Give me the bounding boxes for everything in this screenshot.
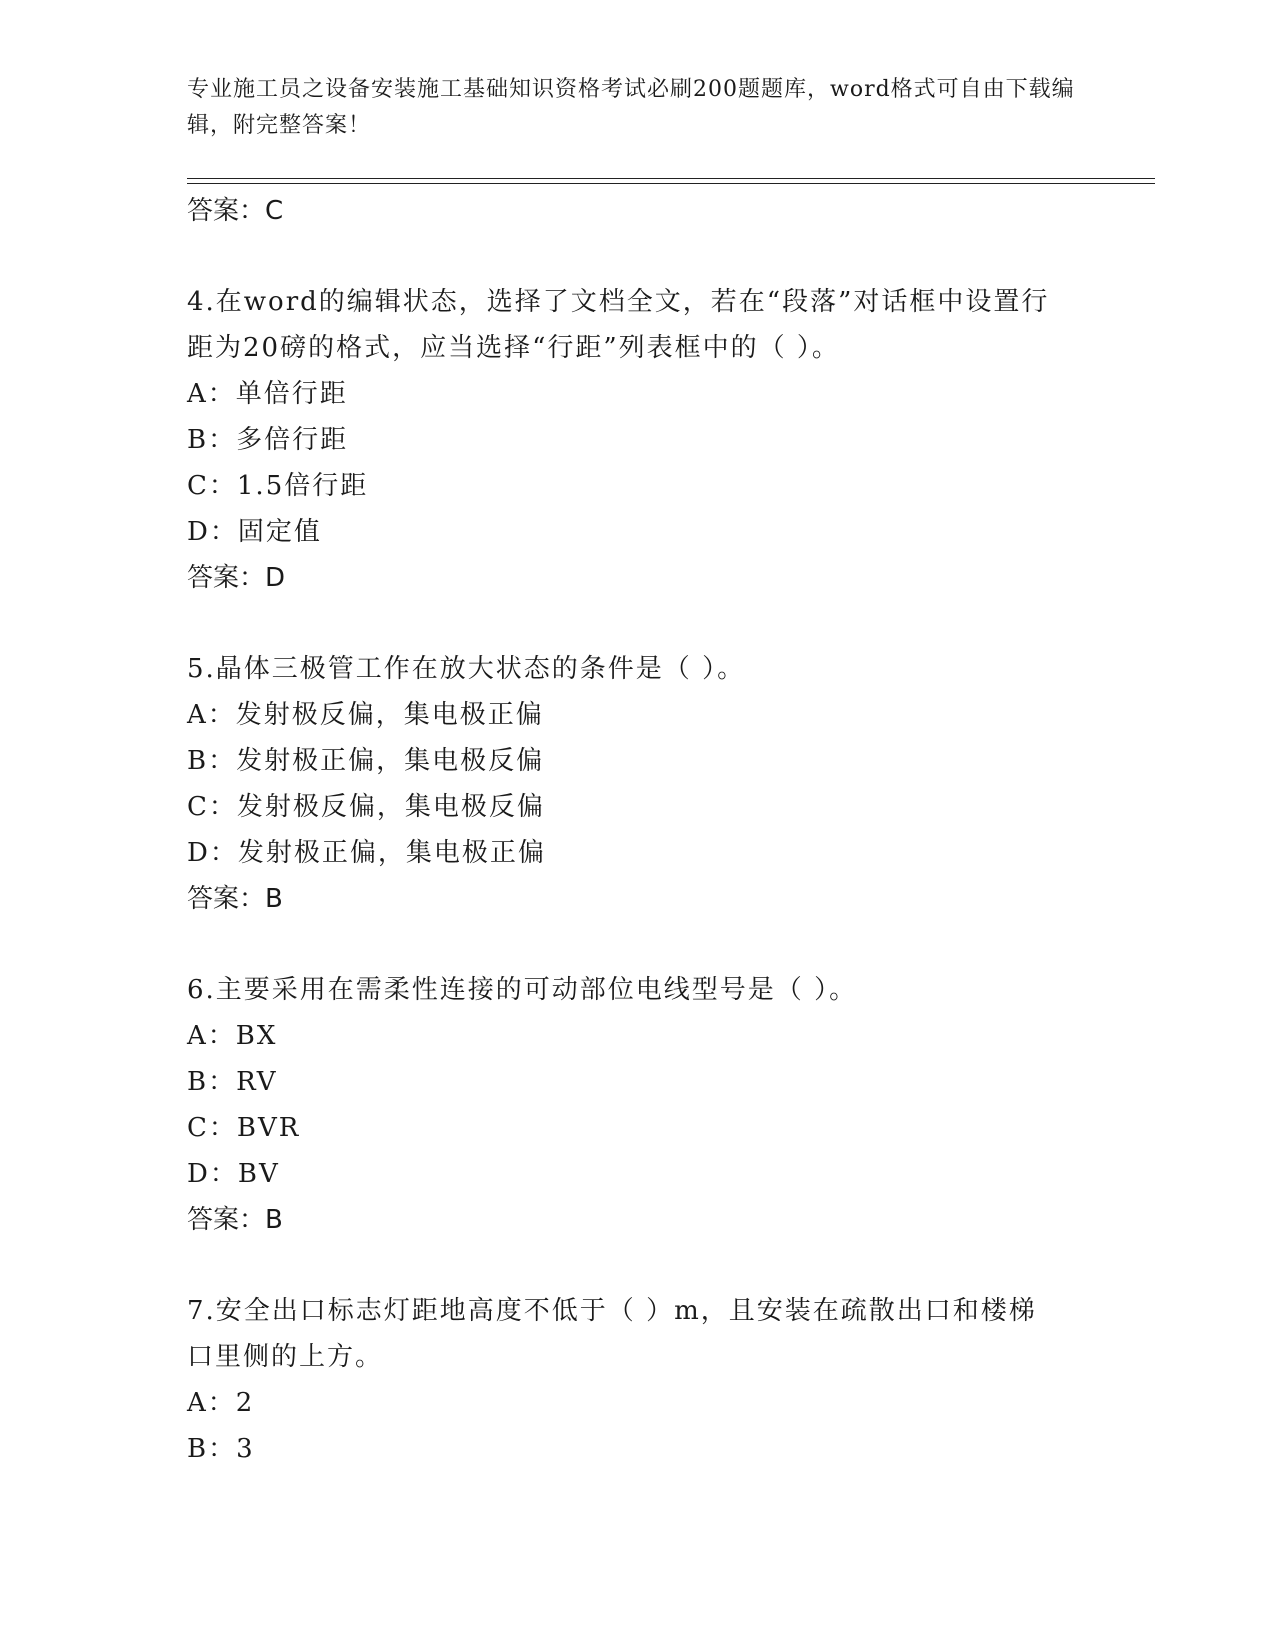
question-text: 5.晶体三极管工作在放大状态的条件是（ ）。 <box>187 654 746 684</box>
answer-text: 答案：B <box>187 884 283 914</box>
question-item <box>187 967 1087 1243</box>
option-a: A：发射极反偏，集电极正偏 <box>187 700 544 730</box>
option-b: B：发射极正偏，集电极反偏 <box>187 746 545 776</box>
answer-text: 答案：C <box>187 196 284 226</box>
option-b: B：多倍行距 <box>187 425 349 455</box>
question-text: 4.在word的编辑状态，选择了文档全文，若在“段落”对话框中设置行距为20磅的格式，应当选择“行距”列表框中的（ ）。 <box>187 287 1050 363</box>
option-c: C：1.5倍行距 <box>187 471 369 501</box>
answer-text: 答案：B <box>187 1205 283 1235</box>
option-b: B：3 <box>187 1434 255 1464</box>
option-b: B：RV <box>187 1067 278 1097</box>
header-divider-bottom <box>187 183 1155 184</box>
option-a: A：BX <box>187 1021 278 1051</box>
option-d: D：固定值 <box>187 517 322 547</box>
question-list <box>187 188 1087 1472</box>
option-d: D：发射极正偏，集电极正偏 <box>187 838 546 868</box>
option-c: C：发射极反偏，集电极反偏 <box>187 792 545 822</box>
question-item <box>187 1288 1087 1472</box>
option-a: A：2 <box>187 1388 255 1418</box>
answer-text: 答案：D <box>187 563 286 593</box>
question-text: 6.主要采用在需柔性连接的可动部位电线型号是（ ）。 <box>187 975 858 1005</box>
question-text: 7.安全出口标志灯距地高度不低于（ ）m，且安装在疏散出口和楼梯口里侧的上方。 <box>187 1296 1037 1372</box>
option-c: C：BVR <box>187 1113 301 1143</box>
document-header <box>187 72 1077 144</box>
option-d: D：BV <box>187 1159 280 1189</box>
header-title: 专业施工员之设备安装施工基础知识资格考试必刷200题题库，word格式可自由下载编辑，附完整答案！ <box>187 77 1075 138</box>
header-divider-top <box>187 178 1155 179</box>
question-item <box>187 279 1087 601</box>
question-item <box>187 646 1087 922</box>
option-a: A：单倍行距 <box>187 379 348 409</box>
